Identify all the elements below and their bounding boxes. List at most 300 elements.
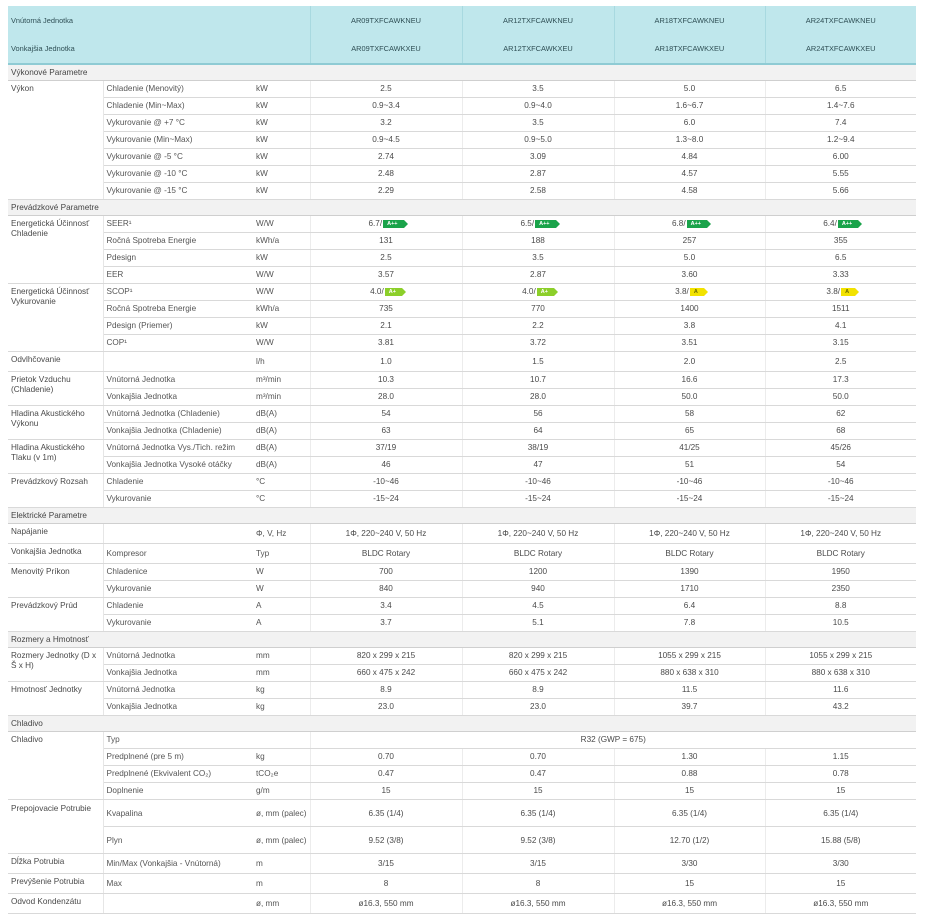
value-text: 50.0 [681,392,698,401]
value-cell [765,267,916,284]
value-cell [310,389,462,406]
header-label-cell [8,6,103,64]
value-cell [310,827,462,854]
value-cell [462,301,614,318]
value-cell [462,854,614,874]
spec-row [8,524,916,544]
unit-label: kg [253,699,310,716]
value-cell [614,406,765,423]
value-cell [765,389,916,406]
value-cell [614,233,765,250]
value-text: 46 [381,460,391,469]
row-group-label: Prevýšenie Potrubia [8,874,103,894]
value-text: 11.6 [833,685,849,694]
outdoor-model-code: AR24TXFCAWKXEU [805,43,876,53]
parameter-label: Ročná Spotreba Energie [103,233,253,250]
value-text: 0.9~4.0 [524,101,552,110]
value-text: 355 [833,236,848,245]
value-cell [765,115,916,132]
value-text: 5.0 [683,253,696,262]
value-text: 2.48 [378,169,394,178]
value-text: 1055 x 299 x 215 [809,651,873,660]
unit-label: g/m [253,783,310,800]
parameter-label: Typ [103,732,253,749]
value-cell [462,406,614,423]
section-header-row [8,508,916,524]
spec-row [8,81,916,98]
value-text: 15 [684,878,695,888]
row-group-label: Dĺžka Potrubia [8,854,103,874]
spec-row [8,301,916,318]
value-cell [614,250,765,267]
unit-label: kW [253,115,310,132]
value-text: 2350 [831,584,850,593]
value-text: 1.15 [832,752,849,761]
value-cell [310,352,462,372]
value-cell [765,749,916,766]
spec-row [8,827,916,854]
value-text: 3.8/ [826,287,841,296]
row-group-label: Menovitý Príkon [8,564,103,598]
value-text: 3.60 [681,270,698,279]
unit-label: kg [253,682,310,699]
value-cell [614,894,765,914]
value-cell [614,648,765,665]
value-text: 9.52 (3/8) [368,835,404,845]
value-text: 700 [379,567,393,576]
value-text: 6.5 [835,84,847,93]
value-cell [462,699,614,716]
spec-row [8,389,916,406]
value-cell [614,682,765,699]
value-cell [462,335,614,352]
value-text: 10.3 [378,375,394,384]
value-cell [765,491,916,508]
value-text: 9.52 (3/8) [520,835,556,845]
value-cell [310,440,462,457]
value-text: 3.7 [380,618,392,627]
value-text: 54 [836,460,846,469]
value-cell [765,250,916,267]
value-text: 820 x 299 x 215 [508,651,568,660]
parameter-label: Chladenie [103,474,253,491]
value-cell [614,544,765,564]
value-text: 1055 x 299 x 215 [658,651,721,660]
value-cell [310,301,462,318]
parameter-label: Vnútorná Jednotka [103,648,253,665]
row-group-label: Energetická Účinnosť Chladenie [8,216,103,284]
value-text: 1.3~8.0 [675,135,704,144]
value-text: 68 [836,426,846,435]
value-text: 0.9~3.4 [372,101,400,110]
value-cell [462,581,614,598]
value-cell [765,615,916,632]
value-cell [614,149,765,166]
parameter-label: Max [103,874,253,894]
unit-label: kW [253,81,310,98]
value-text: 2.58 [530,186,546,195]
parameter-label: Kompresor [103,544,253,564]
parameter-label: Vonkajšia Jednotka [103,699,253,716]
spec-row [8,894,916,914]
value-text: 4.0/ [522,287,536,296]
value-text: 5.66 [832,186,849,195]
value-cell [614,216,765,233]
spec-row [8,749,916,766]
spec-row [8,335,916,352]
value-cell [310,524,462,544]
spec-row [8,406,916,423]
value-text: 64 [533,426,543,435]
value-cell [310,544,462,564]
value-cell [765,581,916,598]
parameter-label: Ročná Spotreba Energie [103,301,253,318]
value-text: 1Φ, 220~240 V, 50 Hz [800,528,882,538]
section-header-row [8,632,916,648]
row-group-label: Chladivo [8,732,103,800]
row-group-label: Rozmery Jednotky (D x Š x H) [8,648,103,682]
model-column-2 [462,6,614,64]
value-text: 880 x 638 x 310 [660,668,719,677]
value-cell [462,491,614,508]
value-cell [310,267,462,284]
value-cell [765,874,916,894]
value-text: 131 [379,236,393,245]
value-cell [765,132,916,149]
value-text: 6.4 [683,601,696,610]
parameter-label: Vykurovanie @ -15 °C [103,183,253,200]
unit-label: kW [253,183,310,200]
parameter-label: Predplnené (Ekvivalent CO₂) [103,766,253,783]
value-cell [765,894,916,914]
value-text: 15 [836,878,846,888]
parameter-label: Predplnené (pre 5 m) [103,749,253,766]
value-text: 8.9 [380,685,392,694]
value-text: 770 [531,304,545,313]
unit-label: kW [253,132,310,149]
unit-label: W/W [253,216,310,233]
spec-row [8,766,916,783]
value-text: 12.70 (1/2) [669,835,710,845]
value-text: 58 [684,409,695,418]
value-text: 65 [684,426,695,435]
parameter-label: Vonkajšia Jednotka (Chladenie) [103,423,253,440]
value-cell [765,783,916,800]
value-text: 4.0/ [370,287,384,296]
energy-class-badge: A+ [385,288,402,296]
value-text: 6.35 (1/4) [520,808,556,818]
value-text: 6.8/ [671,219,686,228]
value-text: 1.4~7.6 [826,101,855,110]
spec-row [8,250,916,267]
value-text: 15 [684,786,695,795]
row-group-label: Vonkajšia Jednotka [8,544,103,564]
value-text: 1.6~6.7 [675,101,704,110]
value-cell [462,115,614,132]
value-text: 50.0 [832,392,849,401]
value-cell [614,665,765,682]
section-title: Výkonové Parametre [8,64,916,81]
indoor-model-code: AR18TXFCAWKNEU [654,15,725,25]
value-text: 6.00 [832,152,849,161]
value-cell [310,233,462,250]
value-cell [310,335,462,352]
parameter-label: COP¹ [103,335,253,352]
parameter-label: Vykurovanie [103,491,253,508]
value-text: 2.74 [378,152,394,161]
value-text: 2.5 [380,253,392,262]
value-text: 1390 [680,567,699,576]
row-group-label: Odvlhčovanie [8,352,103,372]
value-cell [614,615,765,632]
spec-row [8,183,916,200]
value-text: 11.5 [681,685,698,694]
value-cell [462,564,614,581]
value-text: 10.7 [530,375,546,384]
parameter-label: Chladenie (Min~Max) [103,98,253,115]
value-text: 8.8 [835,601,847,610]
unit-label: mm [253,665,310,682]
value-cell [614,827,765,854]
value-cell [765,457,916,474]
value-cell [765,766,916,783]
value-text: 1710 [680,584,699,593]
unit-label: l/h [253,352,310,372]
unit-label: m [253,874,310,894]
spec-row [8,98,916,115]
value-text: 3/30 [681,858,698,868]
value-text: 940 [531,584,545,593]
value-text: 1.2~9.4 [826,135,855,144]
value-text: 660 x 475 x 242 [508,668,568,677]
value-cell [462,166,614,183]
value-cell [462,132,614,149]
value-cell [310,874,462,894]
spec-row [8,491,916,508]
value-cell [310,372,462,389]
value-cell [310,98,462,115]
value-text: 47 [533,460,543,469]
value-text: -15~24 [373,494,399,503]
spec-row [8,598,916,615]
value-text: 2.5 [835,356,847,366]
section-title: Elektrické Parametre [8,508,916,524]
unit-label: ø, mm (palec) [253,800,310,827]
parameter-label: Vnútorná Jednotka (Chladenie) [103,406,253,423]
row-group-label: Energetická Účinnosť Vykurovanie [8,284,103,352]
row-group-label: Prepojovacie Potrubie [8,800,103,854]
unit-label: kg [253,749,310,766]
spec-row [8,318,916,335]
value-text: 39.7 [681,702,698,711]
value-cell [462,352,614,372]
value-text: 0.70 [530,752,546,761]
value-text: 0.9~4.5 [372,135,400,144]
value-cell [765,827,916,854]
value-text: 4.58 [681,186,698,195]
value-text: 3.81 [378,338,394,347]
value-cell [462,183,614,200]
value-text: 0.47 [378,769,394,778]
value-text: 38/19 [527,443,549,452]
value-cell [765,564,916,581]
value-text: 3.15 [832,338,849,347]
value-cell [462,524,614,544]
value-text: -15~24 [676,494,703,503]
indoor-model-code: AR24TXFCAWKNEU [805,15,876,25]
value-text: 257 [682,236,697,245]
value-text: -10~46 [525,477,551,486]
parameter-label: Doplnenie [103,783,253,800]
value-text: 0.88 [681,769,698,778]
value-cell [765,474,916,491]
value-cell [614,267,765,284]
value-text: 15 [533,786,543,795]
value-cell [614,564,765,581]
value-cell [310,216,462,233]
value-cell [310,598,462,615]
row-group-label: Prietok Vzduchu (Chladenie) [8,372,103,406]
value-text: 3/15 [530,858,546,868]
value-text: 23.0 [530,702,546,711]
unit-label: kW [253,250,310,267]
parameter-label: Chladenie (Menovitý) [103,81,253,98]
value-cell [765,800,916,827]
value-cell [310,854,462,874]
value-cell [765,665,916,682]
unit-label: dB(A) [253,423,310,440]
value-text: 1Φ, 220~240 V, 50 Hz [497,528,579,538]
value-text: 5.55 [832,169,849,178]
value-cell [765,682,916,699]
unit-label: Typ [253,544,310,564]
value-text: 3.57 [378,270,394,279]
value-cell [310,474,462,491]
value-cell [614,318,765,335]
value-cell [614,352,765,372]
unit-label: kWh/a [253,301,310,318]
parameter-label: Vnútorná Jednotka [103,682,253,699]
energy-class-badge: A++ [535,220,555,228]
unit-label: dB(A) [253,406,310,423]
model-column-1 [310,6,462,64]
value-text: 5.1 [532,618,544,627]
parameter-label: Vonkajšia Jednotka [103,389,253,406]
value-text: 43.2 [832,702,849,711]
parameter-label: Vonkajšia Jednotka [103,665,253,682]
row-group-label: Výkon [8,81,103,200]
value-cell [310,166,462,183]
spec-row [8,423,916,440]
unit-label: kW [253,318,310,335]
value-cell [614,457,765,474]
value-cell [614,81,765,98]
value-cell [462,267,614,284]
value-cell [462,827,614,854]
value-cell [765,216,916,233]
value-cell [614,874,765,894]
value-text: 1950 [831,567,850,576]
section-title: Prevádzkové Parametre [8,200,916,216]
parameter-label: Chladenie [103,598,253,615]
row-group-label: Prevádzkový Prúd [8,598,103,632]
row-group-label: Hladina Akustického Tlaku (v 1m) [8,440,103,474]
value-cell [462,894,614,914]
value-text: 820 x 299 x 215 [356,651,416,660]
unit-label: A [253,598,310,615]
value-cell [614,132,765,149]
value-cell [310,648,462,665]
value-cell [765,699,916,716]
value-cell [462,389,614,406]
parameter-label: Pdesign [103,250,253,267]
value-text: 0.9~5.0 [524,135,552,144]
value-cell [765,372,916,389]
value-cell [462,423,614,440]
spec-row [8,233,916,250]
unit-label: °C [253,474,310,491]
spec-row [8,732,916,749]
value-text: 37/19 [375,443,397,452]
value-cell [614,372,765,389]
spec-row [8,166,916,183]
spec-row [8,372,916,389]
value-cell [462,648,614,665]
unit-label: kW [253,149,310,166]
spec-row [8,783,916,800]
energy-class-badge: A++ [687,220,707,228]
value-text: 6.5 [835,253,847,262]
value-text: 0.47 [530,769,546,778]
value-text: -10~46 [827,477,854,486]
value-cell [614,598,765,615]
spec-row [8,854,916,874]
value-cell [310,132,462,149]
value-cell [765,98,916,115]
value-text: 3.5 [532,118,544,127]
value-cell [462,318,614,335]
value-cell [765,524,916,544]
unit-label: °C [253,491,310,508]
value-cell [614,474,765,491]
value-cell [614,440,765,457]
value-text: 28.0 [530,392,546,401]
header-row [8,6,916,64]
value-text: 3.09 [530,152,546,161]
value-cell [310,800,462,827]
value-text: 28.0 [378,392,394,401]
value-text: ø16.3, 550 mm [813,898,869,908]
value-text: 0.78 [832,769,849,778]
value-text: 6.7/ [368,219,383,228]
row-group-label: Prevádzkový Rozsah [8,474,103,508]
row-group-label: Hladina Akustického Výkonu [8,406,103,440]
value-cell [614,183,765,200]
value-cell [310,766,462,783]
value-cell [310,615,462,632]
spec-row [8,544,916,564]
row-group-label: Napájanie [8,524,103,544]
value-cell [462,81,614,98]
outdoor-model-code: AR18TXFCAWKXEU [654,43,725,53]
value-cell [462,544,614,564]
value-cell [462,149,614,166]
value-cell [765,81,916,98]
unit-label: mm [253,648,310,665]
parameter-label: Vnútorná Jednotka Vys./Tich. režim [103,440,253,457]
value-text: 3.8/ [675,287,689,296]
value-text: 63 [381,426,391,435]
